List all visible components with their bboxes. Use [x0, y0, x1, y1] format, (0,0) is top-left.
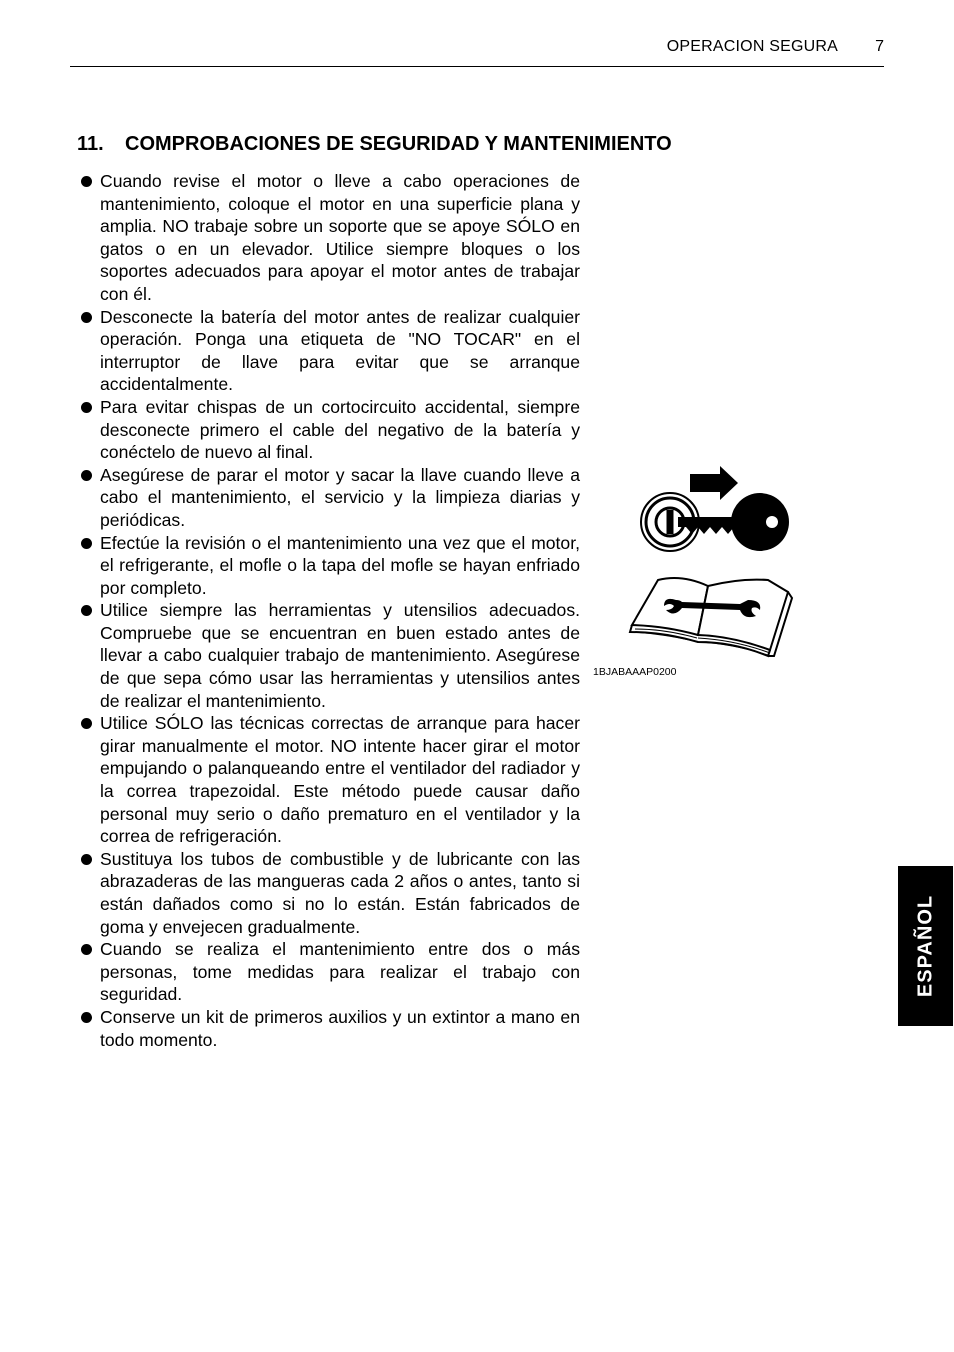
section-heading	[77, 133, 672, 156]
bullet-item: Asegúrese de parar el motor y sacar la llave cuando lleve a cabo el mantenimiento, el servicio y la limpieza diarias y periódicas.	[79, 464, 580, 532]
manual-book-icon	[630, 578, 792, 656]
maintenance-illustration	[620, 460, 820, 670]
figure-code: 1BJABAAAP0200	[593, 666, 677, 678]
bullet-item: Efectúe la revisión o el mantenimiento una vez que el motor, el refrigerante, el mofle o la tapa del mofle se hayan enfriado por completo.	[79, 532, 580, 600]
bullet-item: Cuando se realiza el mantenimiento entre dos o más personas, tome medidas para realizar el trabajo con seguridad.	[79, 938, 580, 1006]
bullet-item: Para evitar chispas de un cortocircuito accidental, siempre desconecte primero el cable del negativo de la batería y conéctelo de nuevo al final.	[79, 396, 580, 464]
header-section-title: OPERACION SEGURA	[666, 38, 838, 55]
language-tab	[898, 866, 953, 1026]
page-header	[70, 36, 884, 67]
bullet-item: Conserve un kit de primeros auxilios y un extintor a mano en todo momento.	[79, 1006, 580, 1051]
bullet-item: Desconecte la batería del motor antes de realizar cualquier operación. Ponga una etiqueta de "NO TOCAR" en el interruptor de llave para evitar que se arranque accidentalmente.	[79, 306, 580, 396]
arrow-right-icon	[690, 466, 738, 500]
bullet-item: Cuando revise el motor o lleve a cabo operaciones de mantenimiento, coloque el motor en una superficie plana y amplia. NO trabaje sobre un soporte que se apoye SÓLO en gatos o en un elevador. Utilice siempre bloques o los soportes adecuados para apoyar el motor antes de trabajar con él.	[79, 170, 580, 306]
bullet-item: Utilice SÓLO las técnicas correctas de arranque para hacer girar manualmente el motor. NO intente hacer girar el motor empujando o palanqueando entre el ventilador del radiador y la correa trapezoidal. Este método puede causar daño personal muy serio o daño prematuro en el ventilador y la correa de refrigeración.	[79, 712, 580, 848]
bullet-item: Utilice siempre las herramientas y utensilios adecuados. Compruebe que se encuentran en buen estado antes de llevar a cabo cualquier trabajo de mantenimiento. Asegúrese de que sepa cómo usar las herramientas y utensilios antes de realizar el mantenimiento.	[79, 599, 580, 712]
key-icon	[678, 493, 789, 551]
safety-bullet-list	[79, 170, 580, 1051]
section-number: 11.	[77, 133, 104, 155]
section-title: COMPROBACIONES DE SEGURIDAD Y MANTENIMIENTO	[125, 133, 672, 155]
language-tab-label: ESPAÑOL	[914, 894, 936, 998]
bullet-item: Sustituya los tubos de combustible y de lubricante con las abrazaderas de las mangueras cada 2 años o antes, tanto si están dañados como si no lo están. Están fabricados de goma y envejecen gradualmente.	[79, 848, 580, 938]
page-number: 7	[875, 38, 884, 55]
